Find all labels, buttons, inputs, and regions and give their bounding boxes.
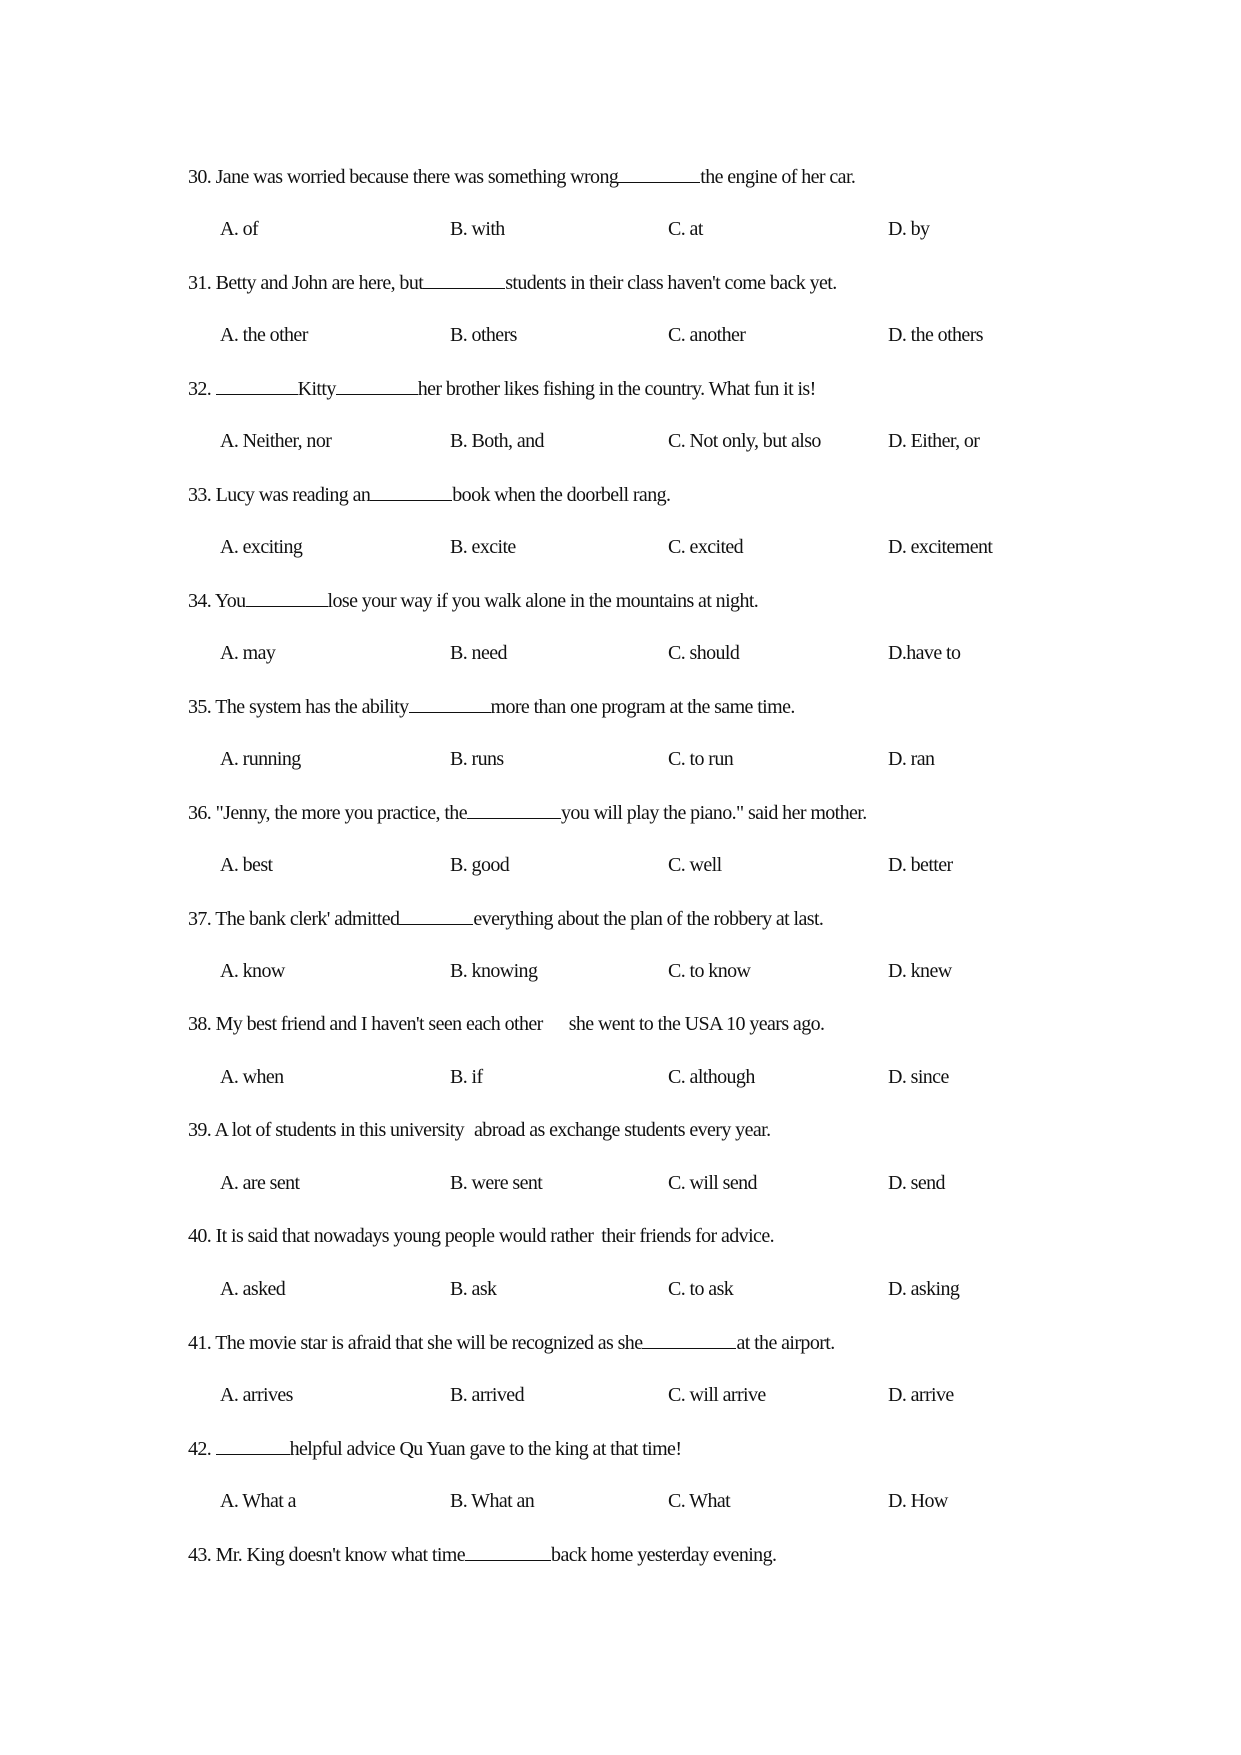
option-c: C. to know [668,960,751,982]
option-d: D. by [888,218,930,240]
option-c: C. to run [668,748,734,770]
answer-blank [618,164,700,183]
option-c: C. What [668,1490,731,1512]
answer-blank [246,588,328,607]
question-30 [188,164,855,189]
question-39 [188,1118,770,1142]
question-text: Mr. King doesn't know what time [215,1544,466,1566]
answer-blank [467,800,561,819]
options-37 [220,959,1040,983]
question-text: more than one program at the same time. [490,696,795,718]
question-number: 35. [188,696,212,718]
question-text: back home yesterday evening. [551,1544,777,1566]
options-36 [220,853,1040,877]
question-text: abroad as exchange students every year. [474,1119,771,1141]
question-text: Jane was worried because there was something wrong [215,166,619,188]
option-b: B. good [450,854,510,876]
question-text: My best friend and I haven't seen each other [215,1013,543,1035]
option-d: D. arrive [888,1384,954,1406]
options-42 [220,1489,1040,1513]
option-d: D. knew [888,960,952,982]
option-c: C. although [668,1066,755,1088]
question-text: A lot of students in this university [214,1119,465,1141]
answer-blank [465,1542,551,1561]
option-d: D. asking [888,1278,960,1300]
option-b: B. others [450,324,517,346]
option-b: B. excite [450,536,516,558]
answer-blank [409,694,491,713]
question-text: The bank clerk' admitted [215,908,400,930]
option-a: A. when [220,1066,284,1088]
option-c: C. will send [668,1172,757,1194]
option-d: D. better [888,854,953,876]
option-d: D. Either, or [888,430,980,452]
option-b: B. arrived [450,1384,524,1406]
option-c: C. excited [668,536,744,558]
option-a: A. exciting [220,536,303,558]
question-number: 33. [188,484,212,506]
option-a: A. What a [220,1490,296,1512]
option-b: B. knowing [450,960,538,982]
option-c: C. to ask [668,1278,734,1300]
option-b: B. Both, and [450,430,544,452]
question-text: students in their class haven't come back yet. [505,272,837,294]
question-34 [188,588,758,613]
option-d: D. send [888,1172,945,1194]
answer-blank [399,906,473,925]
question-number: 39. [188,1119,212,1141]
option-b: B. with [450,218,505,240]
answer-blank [336,376,418,395]
question-33 [188,482,670,507]
question-number: 30. [188,166,212,188]
options-40 [220,1277,1040,1301]
option-b: B. were sent [450,1172,543,1194]
question-number: 40. [188,1225,212,1247]
question-number: 34. [188,590,212,612]
option-a: A. know [220,960,285,982]
question-text: she went to the USA 10 years ago. [568,1013,825,1035]
question-32 [188,376,816,401]
option-b: B. ask [450,1278,497,1300]
question-text: Betty and John are here, but [215,272,424,294]
question-text: you will play the piano." said her mother. [560,802,867,824]
option-a: A. the other [220,324,308,346]
option-c: C. well [668,854,722,876]
options-31 [220,323,1040,347]
question-text: The movie star is afraid that she will be recognized as she [215,1332,643,1354]
question-41 [188,1330,835,1355]
question-text: Kitty [297,378,336,400]
question-text: book when the doorbell rang. [452,484,671,506]
question-42 [188,1436,681,1461]
question-text: It is said that nowadays young people would rather [215,1225,594,1247]
answer-blank [642,1330,736,1349]
options-41 [220,1383,1040,1407]
option-a: A. of [220,218,259,240]
question-35 [188,694,795,719]
option-c: C. Not only, but also [668,430,821,452]
option-b: B. runs [450,748,504,770]
question-43 [188,1542,776,1567]
question-text: lose your way if you walk alone in the mountains at night. [327,590,759,612]
question-text: everything about the plan of the robbery at last. [473,908,824,930]
option-d: D. ran [888,748,935,770]
question-40 [188,1224,774,1248]
option-a: A. best [220,854,273,876]
option-a: A. asked [220,1278,286,1300]
question-number: 42. [188,1438,212,1460]
option-c: C. will arrive [668,1384,766,1406]
question-text: at the airport. [736,1332,835,1354]
question-number: 37. [188,908,212,930]
option-d: D. since [888,1066,949,1088]
options-32 [220,429,1040,453]
question-number: 32. [188,378,212,400]
option-a: A. Neither, nor [220,430,332,452]
question-text: The system has the ability [215,696,409,718]
question-text: their friends for advice. [601,1225,774,1247]
options-38 [220,1065,1040,1089]
question-text: Lucy was reading an [215,484,371,506]
option-d: D. excitement [888,536,993,558]
question-number: 41. [188,1332,212,1354]
options-30 [220,217,1040,241]
option-a: A. arrives [220,1384,293,1406]
option-d: D. How [888,1490,948,1512]
question-number: 43. [188,1544,212,1566]
option-b: B. What an [450,1490,535,1512]
options-34 [220,641,1040,665]
option-d: D. the others [888,324,983,346]
option-c: C. another [668,324,746,346]
option-a: A. are sent [220,1172,300,1194]
option-d: D.have to [888,642,961,664]
answer-blank [423,270,505,289]
option-c: C. at [668,218,703,240]
answer-blank [216,376,298,395]
question-31 [188,270,837,295]
question-36 [188,800,867,825]
question-number: 38. [188,1013,212,1035]
question-37 [188,906,823,931]
option-c: C. should [668,642,740,664]
options-33 [220,535,1040,559]
option-b: B. need [450,642,507,664]
options-39 [220,1171,1040,1195]
question-text: her brother likes fishing in the country. What fun it is! [417,378,816,400]
question-text: the engine of her car. [700,166,856,188]
question-number: 31. [188,272,212,294]
answer-blank [216,1436,290,1455]
options-35 [220,747,1040,771]
option-b: B. if [450,1066,483,1088]
question-text: helpful advice Qu Yuan gave to the king at that time! [289,1438,682,1460]
answer-blank [370,482,452,501]
option-a: A. running [220,748,301,770]
question-text: You [214,590,246,612]
option-a: A. may [220,642,276,664]
question-text: "Jenny, the more you practice, the [215,802,467,824]
question-38 [188,1012,824,1036]
question-number: 36. [188,802,212,824]
